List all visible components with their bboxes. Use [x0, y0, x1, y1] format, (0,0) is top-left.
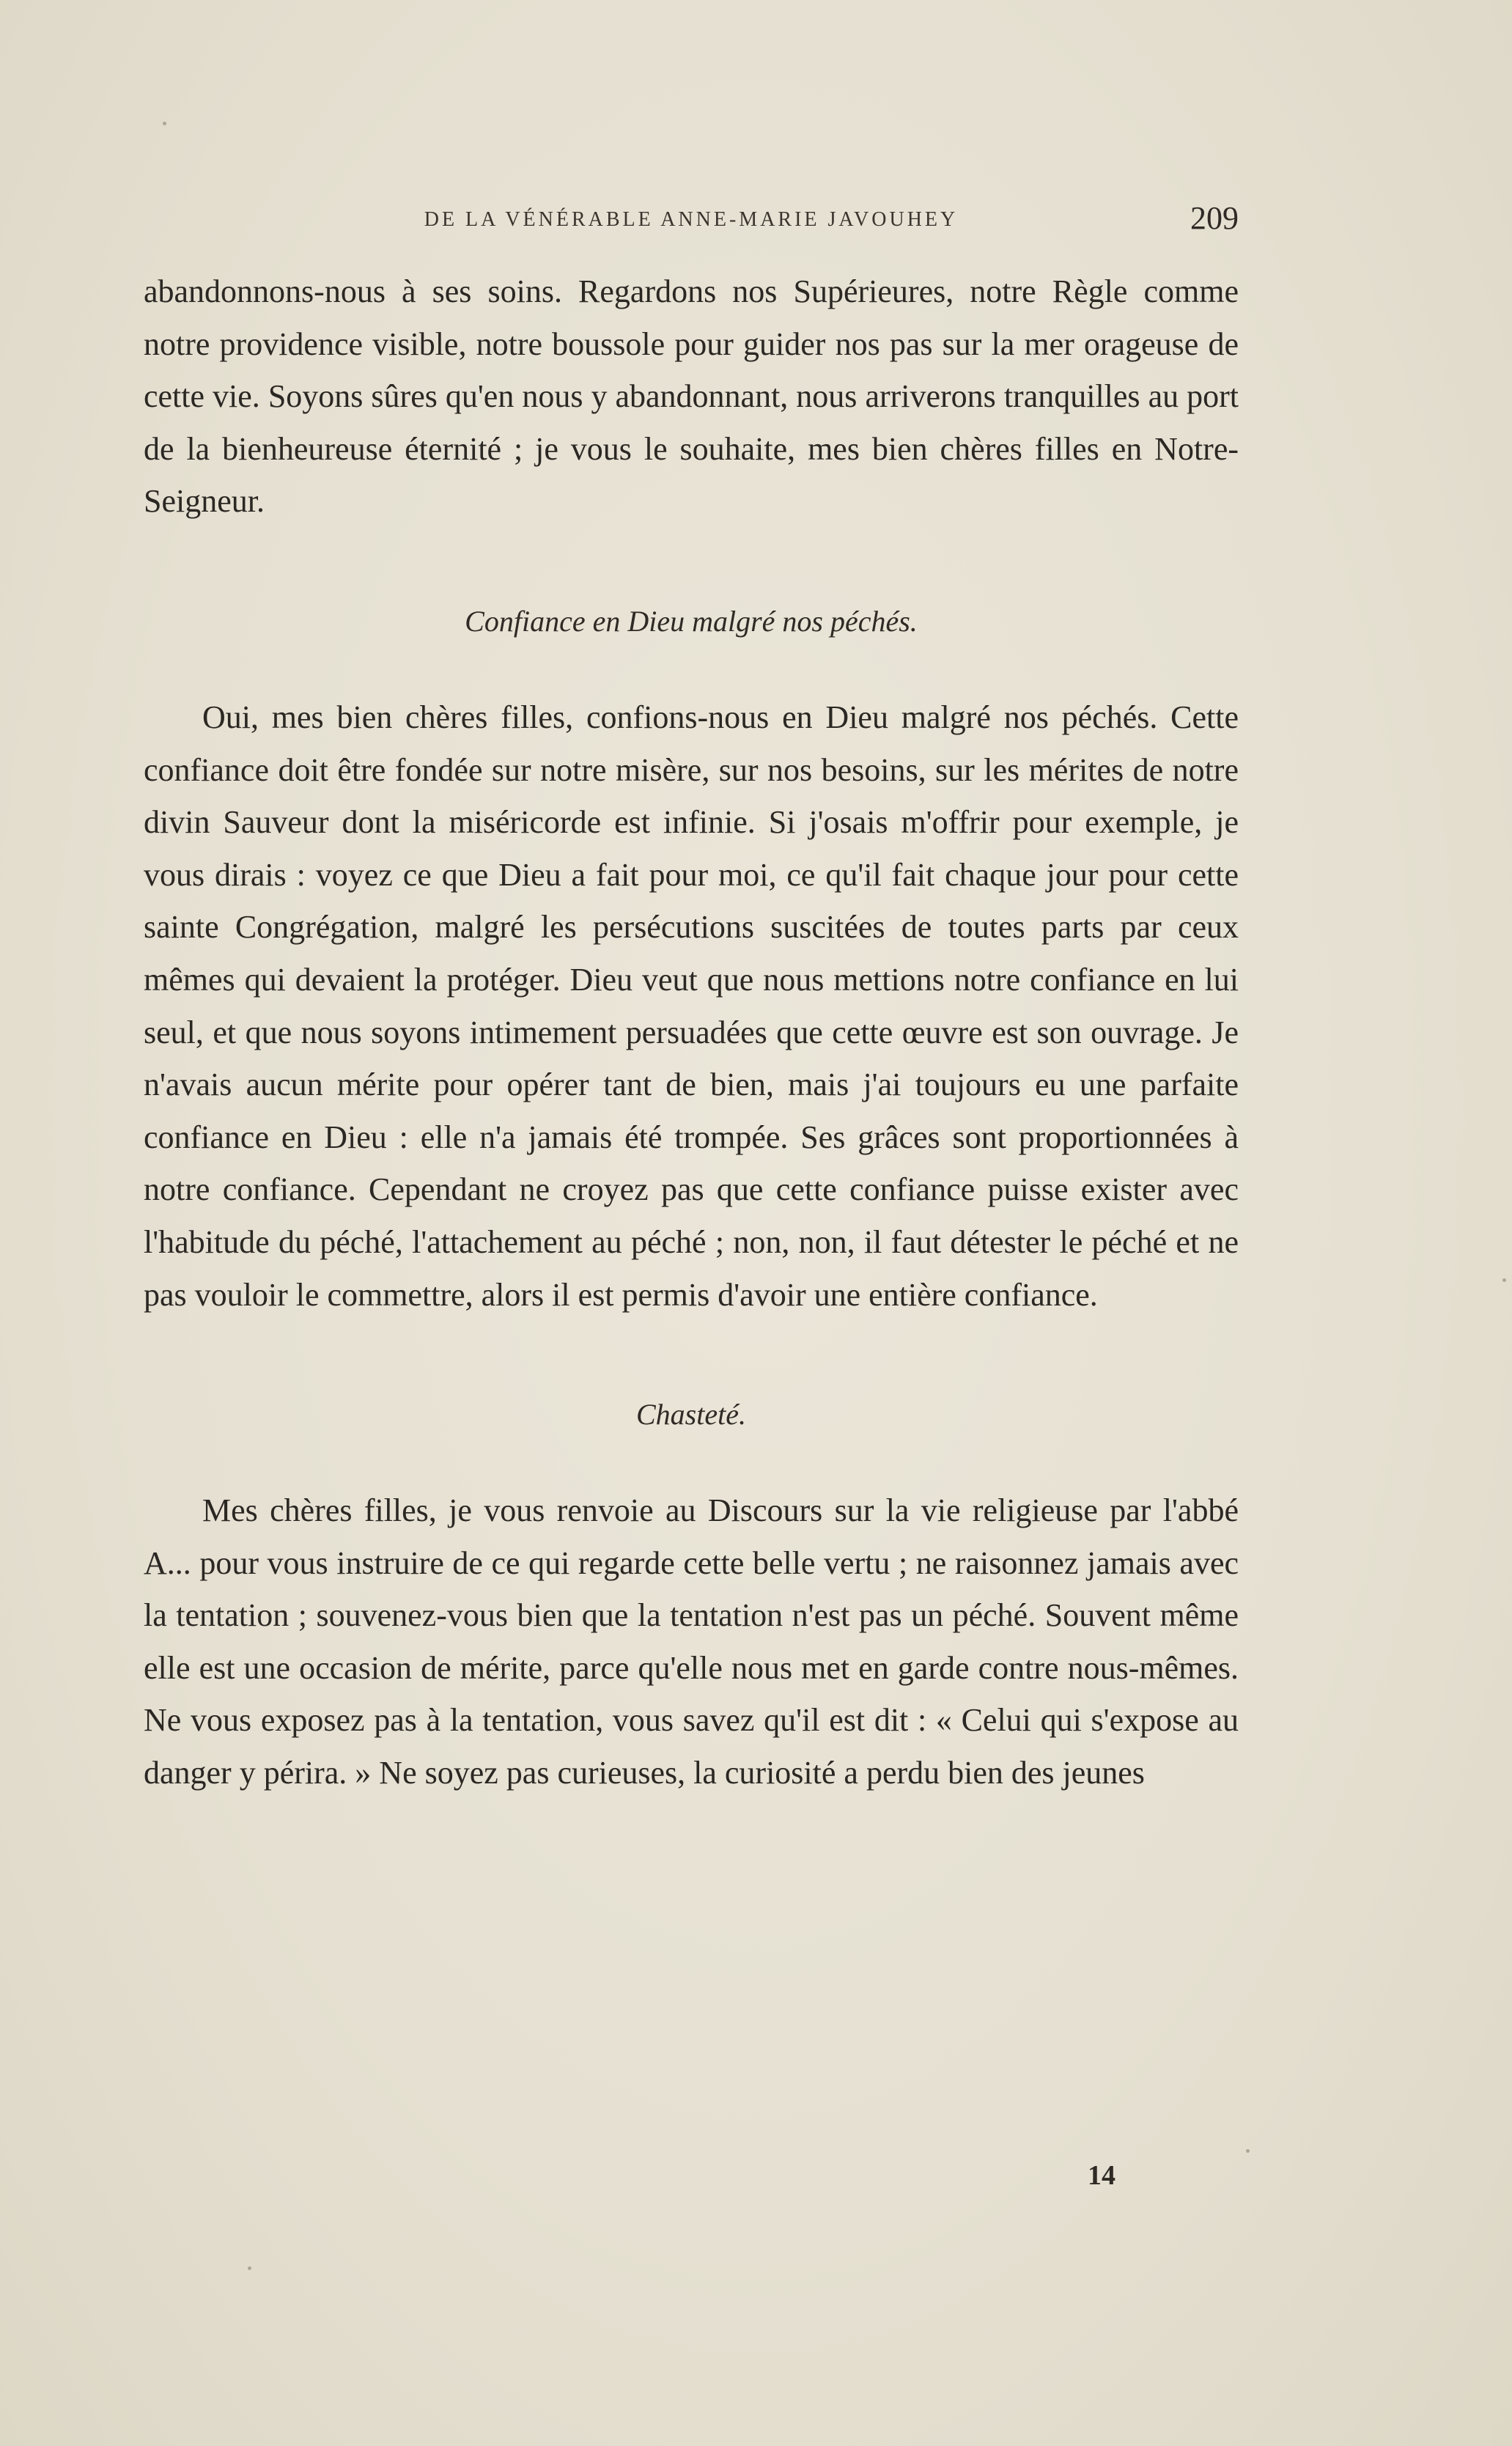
paper-speck: [163, 122, 166, 125]
running-head: [144, 199, 1239, 243]
section-heading-confiance: Confiance en Dieu malgré nos péchés.: [465, 604, 918, 638]
paragraph-chastete: Mes chères filles, je vous renvoie au Discours sur la vie religieuse par l'abbé A... pour vous instruire de ce qui regarde cette belle vertu ; ne raisonnez jamais avec la tentation ; souvenez-vous bien que la tentation n'est pas un péché. Souvent même elle est une occasion de mérite, parce qu'elle nous met en garde contre nous-mêmes. Ne vous exposez pas à la tentation, vous savez qu'il est dit : « Celui qui s'expose au danger y périra. » Ne soyez pas curieuses, la curiosité a perdu bien des jeunes: [144, 1492, 1239, 1791]
paragraph-continuation: abandonnons-nous à ses soins. Regardons nos Supérieures, notre Règle comme notre providence visible, notre boussole pour guider nos pas sur la mer orageuse de cette vie. Soyons sûres qu'en nous y abandonnant, nous arriverons tranquilles au port de la bienheureuse éternité ; je vous le souhaite, mes bien chères filles en Notre-Seigneur.: [144, 273, 1239, 520]
text-block: [144, 265, 1239, 1799]
paper-speck: [1246, 2149, 1250, 2153]
paragraph-confiance: Oui, mes bien chères filles, confions-nous en Dieu malgré nos péchés. Cette confiance doit être fondée sur notre misère, sur nos besoins, sur les mérites de notre divin Sauveur dont la miséricorde est infinie. Si j'osais m'offrir pour exemple, je vous dirais : voyez ce que Dieu a fait pour moi, ce qu'il fait chaque jour pour cette sainte Congrégation, malgré les persécutions suscitées de toutes parts par ceux mêmes qui devaient la protéger. Dieu veut que nous mettions notre confiance en lui seul, et que nous soyons intimement persuadées que cette œuvre est son ouvrage. Je n'avais aucun mérite pour opérer tant de bien, mais j'ai toujours eu une parfaite confiance en Dieu : elle n'a jamais été trompée. Ses grâces sont proportionnées à notre confiance. Cependant ne croyez pas que cette confiance puisse exister avec l'habitude du péché, l'attachement au péché ; non, non, il faut détester le péché et ne pas vouloir le commettre, alors il est permis d'avoir une entière confiance.: [144, 699, 1239, 1313]
page-number: 209: [1190, 200, 1239, 236]
paper-speck: [248, 2266, 251, 2270]
signature-mark: 14: [1088, 2160, 1115, 2191]
section-heading-chastete: Chasteté.: [636, 1398, 746, 1432]
running-title: DE LA VÉNÉRABLE ANNE-MARIE JAVOUHEY: [424, 208, 959, 231]
paper-speck: [1502, 1278, 1506, 1282]
